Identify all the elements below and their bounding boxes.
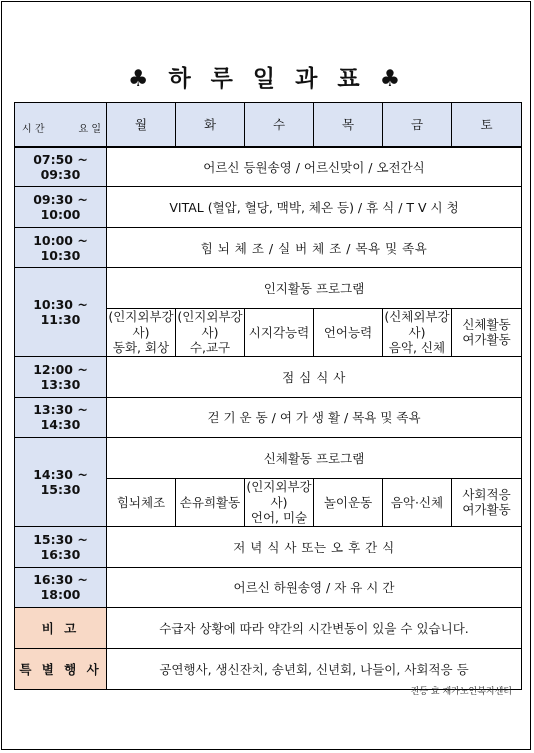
corner-cell (15, 103, 107, 147)
remark-row (15, 607, 522, 648)
program-cell-line1: (인지외부강사) (108, 309, 174, 340)
schedule-row (15, 228, 522, 268)
program-cell-line1: 언어능력 (323, 324, 373, 340)
day-fri: 금 (383, 103, 452, 147)
day-wed: 수 (245, 103, 314, 147)
program-cell (314, 309, 383, 357)
program-cell-line1: 힘뇌체조 (116, 494, 166, 510)
time-cell: 12:00 ~ 13:30 (15, 356, 107, 397)
corner-time-label: 시 간 (22, 124, 45, 135)
schedule-row (15, 437, 522, 478)
program-cell-line2: 언어, 미술 (250, 510, 308, 526)
day-sat: 토 (452, 103, 522, 147)
time-cell: 14:30 ~ 15:30 (15, 437, 107, 526)
program-cell-line1: 신체활동 (462, 316, 511, 332)
schedule-row (15, 147, 522, 187)
event-text: 공연행사, 생신잔치, 송년회, 신년회, 나들이, 사회적응 등 (107, 648, 522, 689)
day-thu: 목 (314, 103, 383, 147)
schedule-row (15, 397, 522, 437)
program-cell (245, 309, 314, 357)
time-cell: 07:50 ~ 09:30 (15, 147, 107, 187)
time-cell: 15:30 ~ 16:30 (15, 526, 107, 567)
time-cell: 10:00 ~ 10:30 (15, 228, 107, 268)
activity-cell: 어르신 하원송영 / 자 유 시 간 (107, 567, 522, 607)
footer-organization: 진등 효 재가노인복지센터 (410, 687, 512, 697)
header-row (15, 103, 522, 147)
program-cell-line2: 동화, 회상 (112, 340, 170, 356)
program-cell (176, 478, 245, 526)
activity-cell: 걷 기 운 동 / 여 가 생 활 / 목욕 및 족욕 (107, 397, 522, 437)
program-cell (314, 478, 383, 526)
schedule-page (1, 1, 531, 750)
schedule-row (15, 526, 522, 567)
program-cell (176, 309, 245, 357)
program-cell (107, 478, 176, 526)
activity-cell: VITAL (혈압, 혈당, 맥박, 체온 등) / 휴 식 / T V 시 청 (107, 187, 522, 228)
program-cell-line2: 여가활동 (462, 332, 511, 348)
schedule-table (14, 102, 522, 690)
program-cell-line1: 놀이운동 (323, 494, 373, 510)
day-tue: 화 (176, 103, 245, 147)
program-cell-line1: (인지외부강사) (246, 478, 312, 510)
time-cell: 16:30 ~ 18:00 (15, 567, 107, 607)
time-cell: 13:30 ~ 14:30 (15, 397, 107, 437)
event-label: 특 별 행 사 (15, 648, 107, 689)
program-cell-line1: 손유희활동 (179, 494, 241, 510)
schedule-row (15, 187, 522, 228)
time-cell: 09:30 ~ 10:00 (15, 187, 107, 228)
remark-text: 수급자 상황에 따라 약간의 시간변동이 있을 수 있습니다. (107, 607, 522, 648)
program-cell-line1: 시지각능력 (248, 324, 310, 340)
program-cell (107, 309, 176, 357)
activity-cell: 힘 뇌 체 조 / 실 버 체 조 / 목욕 및 족욕 (107, 228, 522, 268)
program-cell-line2: 여가활동 (462, 502, 511, 518)
schedule-row (15, 567, 522, 607)
schedule-row (15, 268, 522, 309)
program-cell-line1: (신체외부강사) (384, 309, 450, 340)
program-cell-line2: 수,교구 (189, 340, 231, 356)
activity-cell: 저 녁 식 사 또는 오 후 간 식 (107, 526, 522, 567)
program-cell (383, 309, 452, 357)
program-cell (383, 478, 452, 526)
program-title: 인지활동 프로그램 (107, 268, 522, 309)
corner-day-label: 요 일 (78, 124, 101, 135)
day-mon: 월 (107, 103, 176, 147)
time-cell: 10:30 ~ 11:30 (15, 268, 107, 357)
schedule-row (15, 356, 522, 397)
remark-label: 비 고 (15, 607, 107, 648)
program-cell-line1: 음악·신체 (390, 494, 444, 510)
page-title: ♣ 하 루 일 과 표 ♣ (127, 66, 407, 92)
program-cell (452, 478, 522, 526)
program-cell (452, 309, 522, 357)
program-title: 신체활동 프로그램 (107, 437, 522, 478)
program-cell-line1: 사회적응 (462, 486, 511, 502)
program-cell (245, 478, 314, 526)
activity-cell: 어르신 등원송영 / 어르신맞이 / 오전간식 (107, 147, 522, 187)
activity-cell: 점 심 식 사 (107, 356, 522, 397)
program-cell-line1: (인지외부강사) (177, 309, 243, 340)
program-cell-line2: 음악, 신체 (388, 340, 446, 356)
